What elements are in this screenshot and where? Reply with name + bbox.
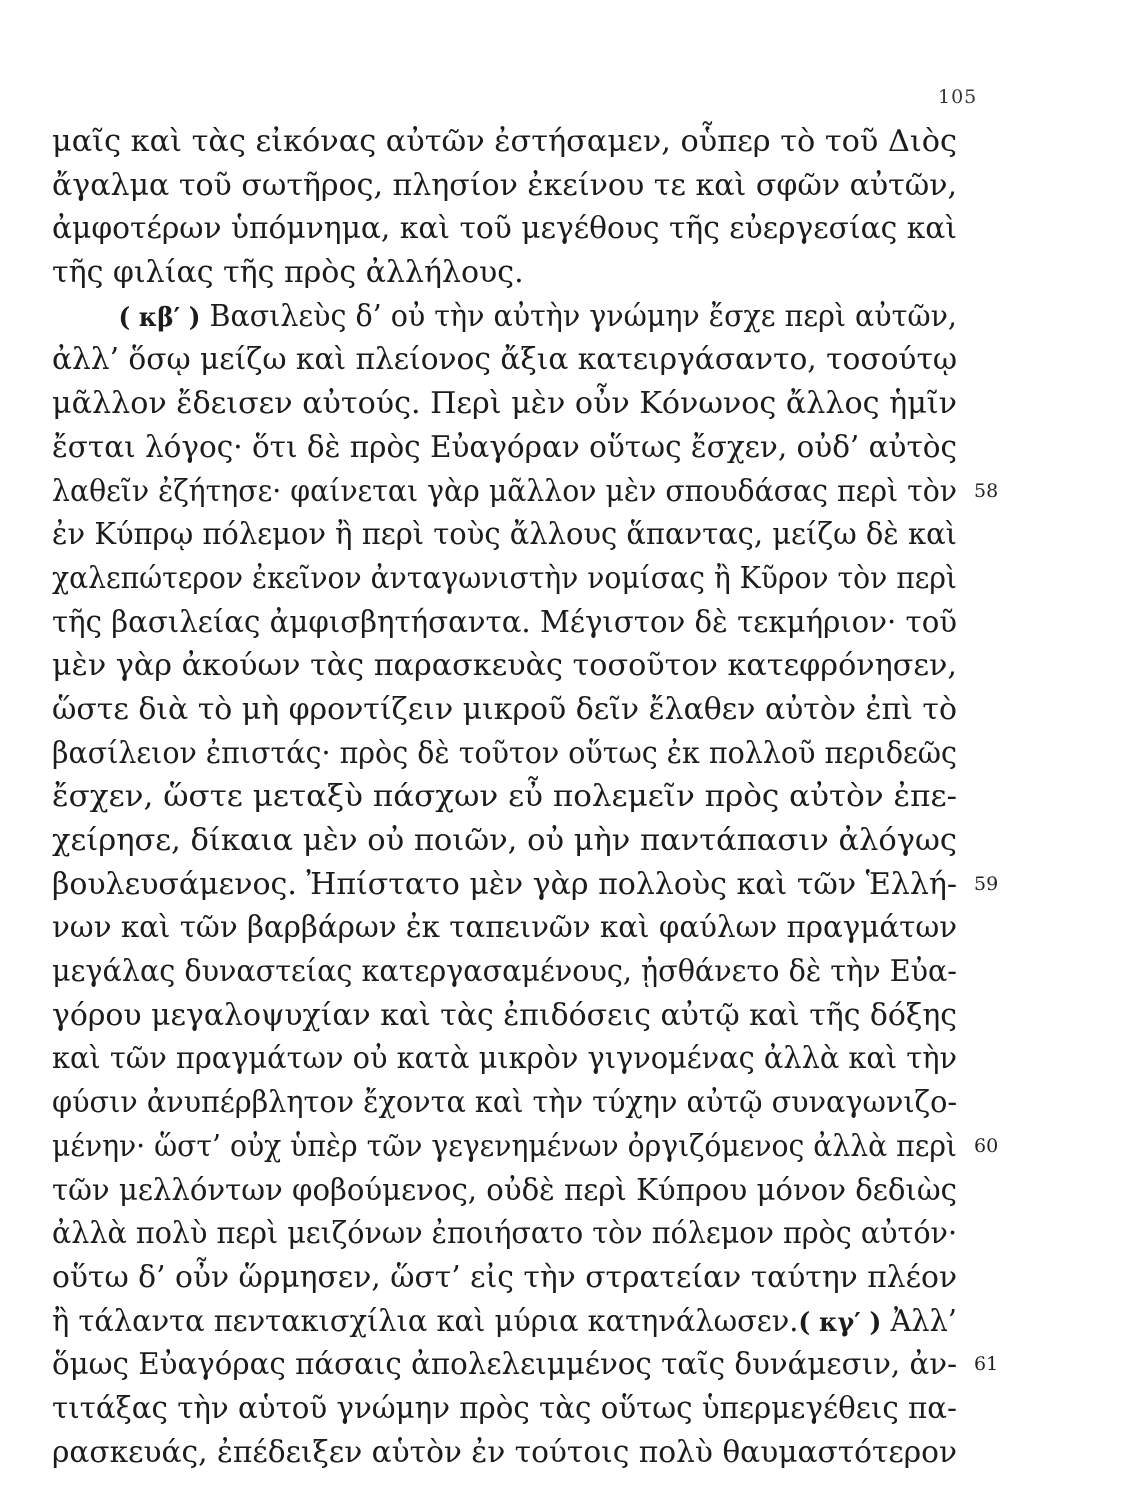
text-block bbox=[52, 120, 999, 1474]
text-line bbox=[52, 863, 999, 907]
line-body: τιτάξας τὴν αὑτοῦ γνώμην πρὸς τὰς οὕτως ὑπερμεγέθεις πα- bbox=[52, 1390, 957, 1426]
line-body: ὅμως Εὐαγόρας πάσαις ἀπολελειμμένος ταῖς δυνάμεσιν, ἀν- bbox=[52, 1347, 957, 1383]
text-line bbox=[52, 1169, 972, 1213]
line-body: μὲν γὰρ ἀκούων τὰς παρασκευὰς τοσοῦτον κατεφρόνησεν, bbox=[52, 648, 957, 684]
line-text bbox=[52, 1343, 957, 1387]
text-line bbox=[52, 732, 972, 776]
line-text bbox=[52, 338, 957, 382]
line-body: τῶν μελλόντων φοβούμενος, οὐδὲ περὶ Κύπρου μόνον δεδιὼς bbox=[52, 1172, 957, 1208]
line-body: ἄγαλμα τοῦ σωτῆρος, πλησίον ἐκείνου τε καὶ σφῶν αὐτῶν, bbox=[52, 167, 958, 203]
text-line bbox=[52, 950, 972, 994]
line-body: χείρησε, δίκαια μὲν οὐ ποιῶν, οὐ μὴν παντάπασιν ἀλόγως bbox=[52, 823, 957, 858]
line-text bbox=[52, 470, 957, 514]
line-text bbox=[52, 207, 957, 251]
text-line bbox=[52, 601, 972, 645]
text-line bbox=[52, 1212, 972, 1256]
line-body: τῆς φιλίας τῆς πρὸς ἀλλήλους. bbox=[52, 255, 524, 291]
line-body: τῆς βασιλείας ἀμφισβητήσαντα. Μέγιστον δὲ τεκμήριον· τοῦ bbox=[52, 604, 958, 640]
line-text bbox=[52, 1081, 957, 1125]
line-text bbox=[52, 513, 957, 557]
line-text bbox=[52, 251, 524, 295]
line-text bbox=[52, 1125, 957, 1169]
line-body: φύσιν ἀνυπέρβλητον ἔχοντα καὶ τὴν τύχην αὐτῷ συναγωνιζο- bbox=[52, 1085, 958, 1121]
line-body: ὥστε διὰ τὸ μὴ φροντίζειν μικροῦ δεῖν ἔλαθεν αὐτὸν ἐπὶ τὸ bbox=[52, 691, 957, 727]
text-line bbox=[52, 120, 972, 164]
line-body: ἢ τάλαντα πεντακισχίλια καὶ μύρια κατηνάλωσεν. bbox=[52, 1303, 799, 1339]
line-body: βασίλειον ἐπιστάς· πρὸς δὲ τοῦτον οὕτως ἐκ πολλοῦ περιδεῶς bbox=[52, 735, 957, 771]
line-body: βουλευσάμενος. Ἠπίστατο μὲν γὰρ πολλοὺς καὶ τῶν Ἑλλή- bbox=[52, 866, 958, 902]
margin-line-number: 60 bbox=[974, 1134, 999, 1157]
line-text bbox=[52, 863, 957, 907]
line-body: ἀλλὰ πολὺ περὶ μειζόνων ἐποιήσατο τὸν πόλεμον πρὸς αὐτόν· bbox=[52, 1216, 958, 1252]
section-marker: ( κγ′ ) bbox=[798, 1307, 882, 1338]
line-body: ἀλλ’ ὅσῳ μείζω καὶ πλείονος ἄξια κατειργάσαντο, τοσούτῳ bbox=[52, 342, 958, 378]
text-line bbox=[52, 1037, 972, 1081]
line-body: καὶ τῶν πραγμάτων οὐ κατὰ μικρὸν γιγνομένας ἀλλὰ καὶ τὴν bbox=[52, 1041, 957, 1077]
line-body: γόρου μεγαλοψυχίαν καὶ τὰς ἐπιδόσεις αὐτῷ καὶ τῆς δόξης bbox=[52, 997, 958, 1033]
text-line bbox=[52, 1343, 999, 1387]
text-line bbox=[52, 1431, 972, 1475]
line-body: ἐν Κύπρῳ πόλεμον ἢ περὶ τοὺς ἄλλους ἅπαντας, μείζω δὲ καὶ bbox=[52, 517, 958, 553]
line-body: οὕτω δ’ οὖν ὥρμησεν, ὥστ’ εἰς τὴν στρατείαν ταύτην πλέον bbox=[52, 1259, 958, 1295]
text-line bbox=[52, 426, 972, 470]
text-line bbox=[52, 906, 972, 950]
line-body: ἀμφοτέρων ὑπόμνημα, καὶ τοῦ μεγέθους τῆς εὐεργεσίας καὶ bbox=[52, 211, 957, 247]
line-text bbox=[52, 426, 957, 470]
line-text bbox=[52, 601, 957, 645]
line-text bbox=[52, 1387, 957, 1431]
text-line bbox=[52, 382, 972, 426]
text-line bbox=[52, 994, 972, 1038]
line-text bbox=[52, 382, 957, 426]
text-line bbox=[52, 1125, 999, 1169]
text-line bbox=[52, 688, 972, 732]
text-line bbox=[52, 1387, 972, 1431]
line-text bbox=[52, 1212, 957, 1256]
line-text bbox=[52, 295, 957, 341]
text-line bbox=[52, 1081, 972, 1125]
line-text bbox=[52, 732, 957, 776]
line-body: μαῖς καὶ τὰς εἰκόνας αὐτῶν ἐστήσαμεν, οὗπερ τὸ τοῦ Διὸς bbox=[52, 124, 958, 159]
margin-line-number: 61 bbox=[974, 1353, 999, 1376]
line-text bbox=[52, 644, 957, 688]
line-text bbox=[52, 775, 957, 819]
text-line bbox=[52, 470, 999, 514]
text-line bbox=[52, 207, 972, 251]
line-body: μεγάλας δυναστείας κατεργασαμένους, ᾐσθάνετο δὲ τὴν Εὐα- bbox=[52, 954, 957, 990]
line-body: ρασκευάς, ἐπέδειξεν αὑτὸν ἐν τούτοις πολὺ θαυμαστότερον bbox=[52, 1434, 957, 1470]
text-line bbox=[52, 251, 972, 295]
text-line bbox=[52, 775, 972, 819]
line-text bbox=[52, 557, 957, 601]
line-text bbox=[52, 950, 957, 994]
line-text bbox=[52, 688, 957, 732]
line-text bbox=[52, 1300, 957, 1346]
line-text bbox=[52, 994, 957, 1038]
line-text bbox=[52, 1037, 957, 1081]
line-text bbox=[52, 819, 957, 863]
text-line bbox=[52, 644, 972, 688]
text-line bbox=[52, 1256, 972, 1300]
text-line bbox=[52, 819, 972, 863]
margin-line-number: 59 bbox=[974, 872, 999, 895]
line-body: ἔσται λόγος· ὅτι δὲ πρὸς Εὐαγόραν οὕτως ἔσχεν, οὐδ’ αὐτὸς bbox=[52, 429, 957, 465]
line-body: μένην· ὥστ’ οὐχ ὑπὲρ τῶν γεγενημένων ὀργιζόμενος ἀλλὰ περὶ bbox=[52, 1128, 957, 1164]
text-line bbox=[52, 1300, 972, 1344]
line-text bbox=[52, 906, 957, 950]
line-body: νων καὶ τῶν βαρβάρων ἐκ ταπεινῶν καὶ φαύλων πραγμάτων bbox=[52, 910, 958, 946]
section-marker: ( κβ′ ) bbox=[118, 302, 201, 333]
line-text bbox=[52, 164, 957, 208]
page-number: 105 bbox=[938, 86, 978, 108]
text-line bbox=[52, 338, 972, 382]
line-text bbox=[52, 1431, 957, 1475]
line-body: λαθεῖν ἐζήτησε· φαίνεται γὰρ μᾶλλον μὲν σπουδάσας περὶ τὸν bbox=[52, 473, 958, 509]
text-line bbox=[52, 164, 972, 208]
margin-line-number: 58 bbox=[974, 479, 999, 502]
line-body: ἔσχεν, ὥστε μεταξὺ πάσχων εὖ πολεμεῖν πρὸς αὐτὸν ἐπε- bbox=[52, 779, 958, 815]
text-line bbox=[52, 295, 972, 339]
line-body: Βασιλεὺς δ’ οὐ τὴν αὐτὴν γνώμην ἔσχε περὶ αὐτῶν, bbox=[200, 298, 958, 334]
text-line bbox=[52, 557, 972, 601]
line-text bbox=[52, 120, 957, 164]
line-text bbox=[52, 1169, 957, 1213]
line-body: μᾶλλον ἔδεισεν αὐτούς. Περὶ μὲν οὖν Κόνωνος ἄλλος ἡμῖν bbox=[52, 386, 957, 422]
text-line bbox=[52, 513, 972, 557]
line-body: χαλεπώτερον ἐκεῖνον ἀνταγωνιστὴν νομίσας ἢ Κῦρον τὸν περὶ bbox=[52, 560, 957, 596]
line-body-after: Ἀλλ’ bbox=[881, 1303, 957, 1339]
line-text bbox=[52, 1256, 957, 1300]
